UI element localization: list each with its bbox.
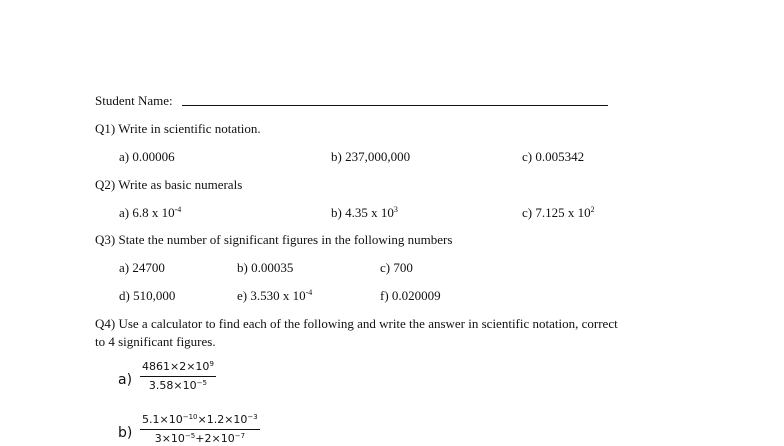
q4-a-denominator: $3.58\times 10^{-5}$ (148, 379, 207, 392)
q1-title: Q1) Write in scientific notation. (95, 121, 261, 136)
q3-item-d: d) 510,000 (119, 288, 176, 303)
q2-item-a: a) 6.8 x $10^{-4}$ (119, 205, 182, 220)
q4-title-line2: to 4 significant figures. (95, 334, 216, 349)
q4-a-fraction-bar (140, 376, 216, 377)
q2-item-b: b) 4.35 x $10^3$ (331, 205, 398, 220)
q4-b-denominator: $3\times 10^{-5}+2\times 10^{-7}$ (154, 432, 246, 445)
q3-item-a: a) 24700 (119, 260, 165, 275)
q2-title: Q2) Write as basic numerals (95, 177, 243, 192)
student-name-line (182, 105, 608, 106)
q4-title-line1: Q4) Use a calculator to find each of the following and write the answer in scientific notation, correct (95, 316, 618, 331)
q4-item-a-fraction (140, 360, 216, 393)
q3-item-e: e) 3.530 x $10^{-4}$ (237, 288, 313, 303)
q4-item-b-label: b) (118, 425, 133, 441)
q3-item-b: b) 0.00035 (237, 260, 294, 275)
q1-item-b: b) 237,000,000 (331, 149, 411, 164)
q3-item-c: c) 700 (380, 260, 413, 275)
q4-b-fraction-bar (140, 429, 260, 430)
q2-item-c: c) 7.125 x $10^2$ (522, 205, 595, 220)
student-name-label: Student Name: (95, 93, 173, 108)
q4-b-numerator: $5.1\times 10^{-10}\times 1.2\times 10^{-3}$ (142, 413, 258, 426)
q1-item-c: c) 0.005342 (522, 149, 585, 164)
q4-item-a-label: a) (118, 372, 133, 388)
q1-item-a: a) 0.00006 (119, 149, 175, 164)
q3-title: Q3) State the number of significant figures in the following numbers (95, 232, 453, 247)
q3-item-f: f) 0.020009 (380, 288, 441, 303)
q4-a-numerator: $4861\times 2\times 10^9$ (142, 360, 214, 373)
q4-item-b-fraction (140, 413, 260, 446)
